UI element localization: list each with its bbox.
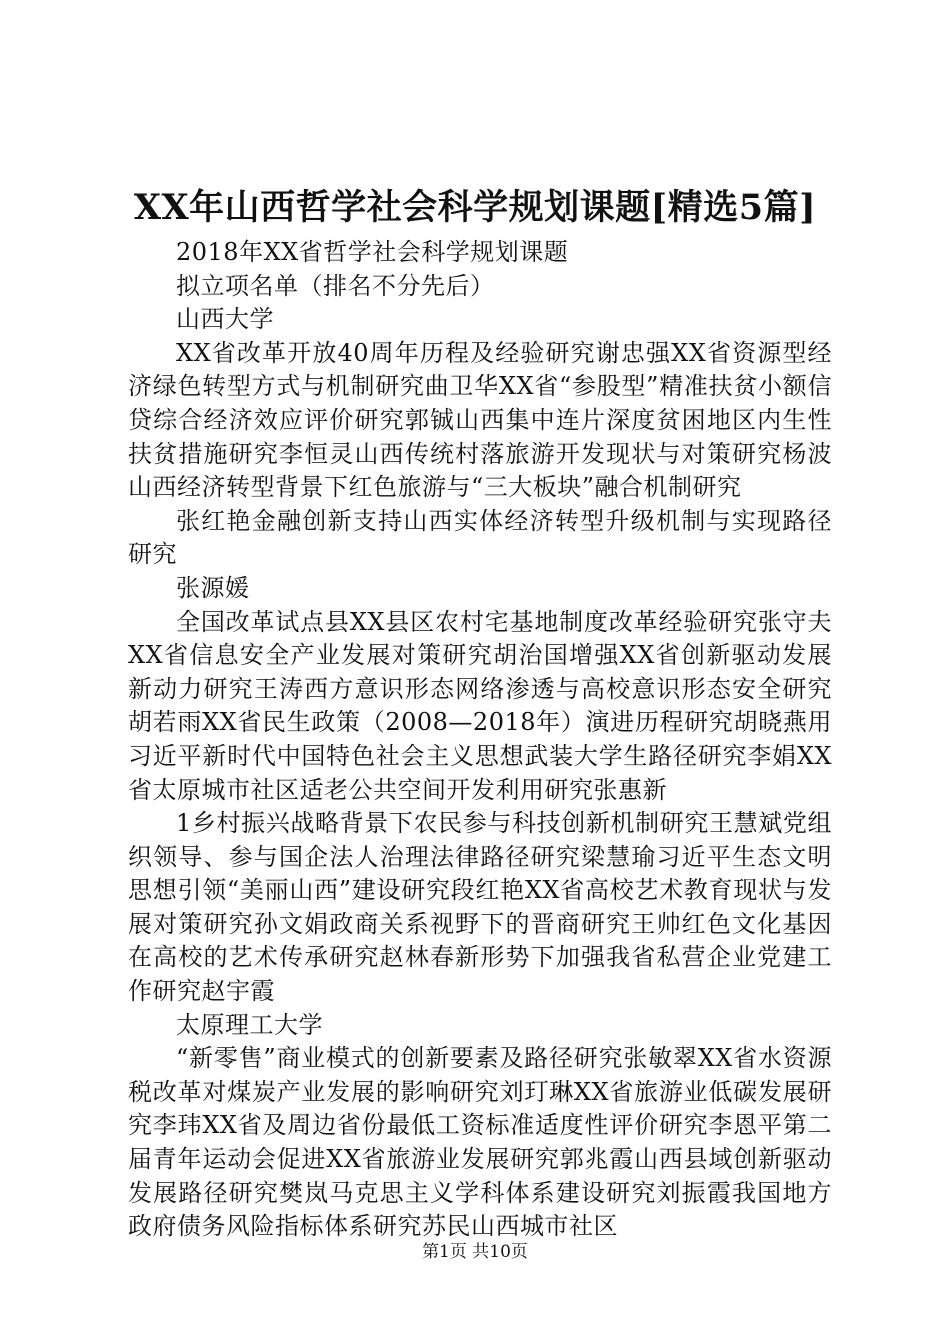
document-title: XX年山西哲学社会科学规划课题[精选5篇] <box>133 187 817 228</box>
paragraph: 太原理工大学 <box>176 1010 323 1039</box>
document-body <box>128 236 832 1244</box>
paragraph: 拟立项名单（排名不分先后） <box>176 271 495 300</box>
page-footer: 第1页 共10页 <box>422 1242 528 1262</box>
paragraph: 张源媛 <box>176 573 250 602</box>
paragraph: 全国改革试点县XX县区农村宅基地制度改革经验研究张守夫XX省信息安全产业发展对策研究胡治国增强XX省创新驱动发展新动力研究王涛西方意识形态网络渗透与高校意识形态安全研究胡若雨XX省民生政策（2008—2018年）演进历程研究胡晓燕用习近平新时代中国特色社会主义思想武装大学生路径研究李娟XX省太原城市社区适老公共空间开发利用研究张惠新 <box>128 607 832 804</box>
paragraph: 张红艳金融创新支持山西实体经济转型升级机制与实现路径研究 <box>128 506 832 569</box>
paragraph: 山西大学 <box>176 305 274 334</box>
paragraph: “新零售”商业模式的创新要素及路径研究张敏翠XX省水资源税改革对煤炭产业发展的影响研究刘玎琳XX省旅游业低碳发展研究李玮XX省及周边省份最低工资标准适度性评价研究李恩平第二届青年运动会促进XX省旅游业发展研究郭兆霞山西县域创新驱动发展路径研究樊岚马克思主义学科体系建设研究刘振霞我国地方政府债务风险指标体系研究苏民山西城市社区 <box>128 1044 832 1241</box>
paragraph: 2018年XX省哲学社会科学规划课题 <box>176 238 569 266</box>
paragraph: XX省改革开放40周年历程及经验研究谢忠强XX省资源型经济绿色转型方式与机制研究曲卫华XX省“参股型”精准扶贫小额信贷综合经济效应评价研究郭铖山西集中连片深度贫困地区内生性扶贫措施研究李恒灵山西传统村落旅游开发现状与对策研究杨波山西经济转型背景下红色旅游与“三大板块”融合机制研究 <box>128 338 832 502</box>
paragraph: 1乡村振兴战略背景下农民参与科技创新机制研究王慧斌党组织领导、参与国企法人治理法律路径研究梁慧瑜习近平生态文明思想引领“美丽山西”建设研究段红艳XX省高校艺术教育现状与发展对策研究孙文娟政商关系视野下的晋商研究王帅红色文化基因在高校的艺术传承研究赵林春新形势下加强我省私营企业党建工作研究赵宇霞 <box>128 809 832 1006</box>
